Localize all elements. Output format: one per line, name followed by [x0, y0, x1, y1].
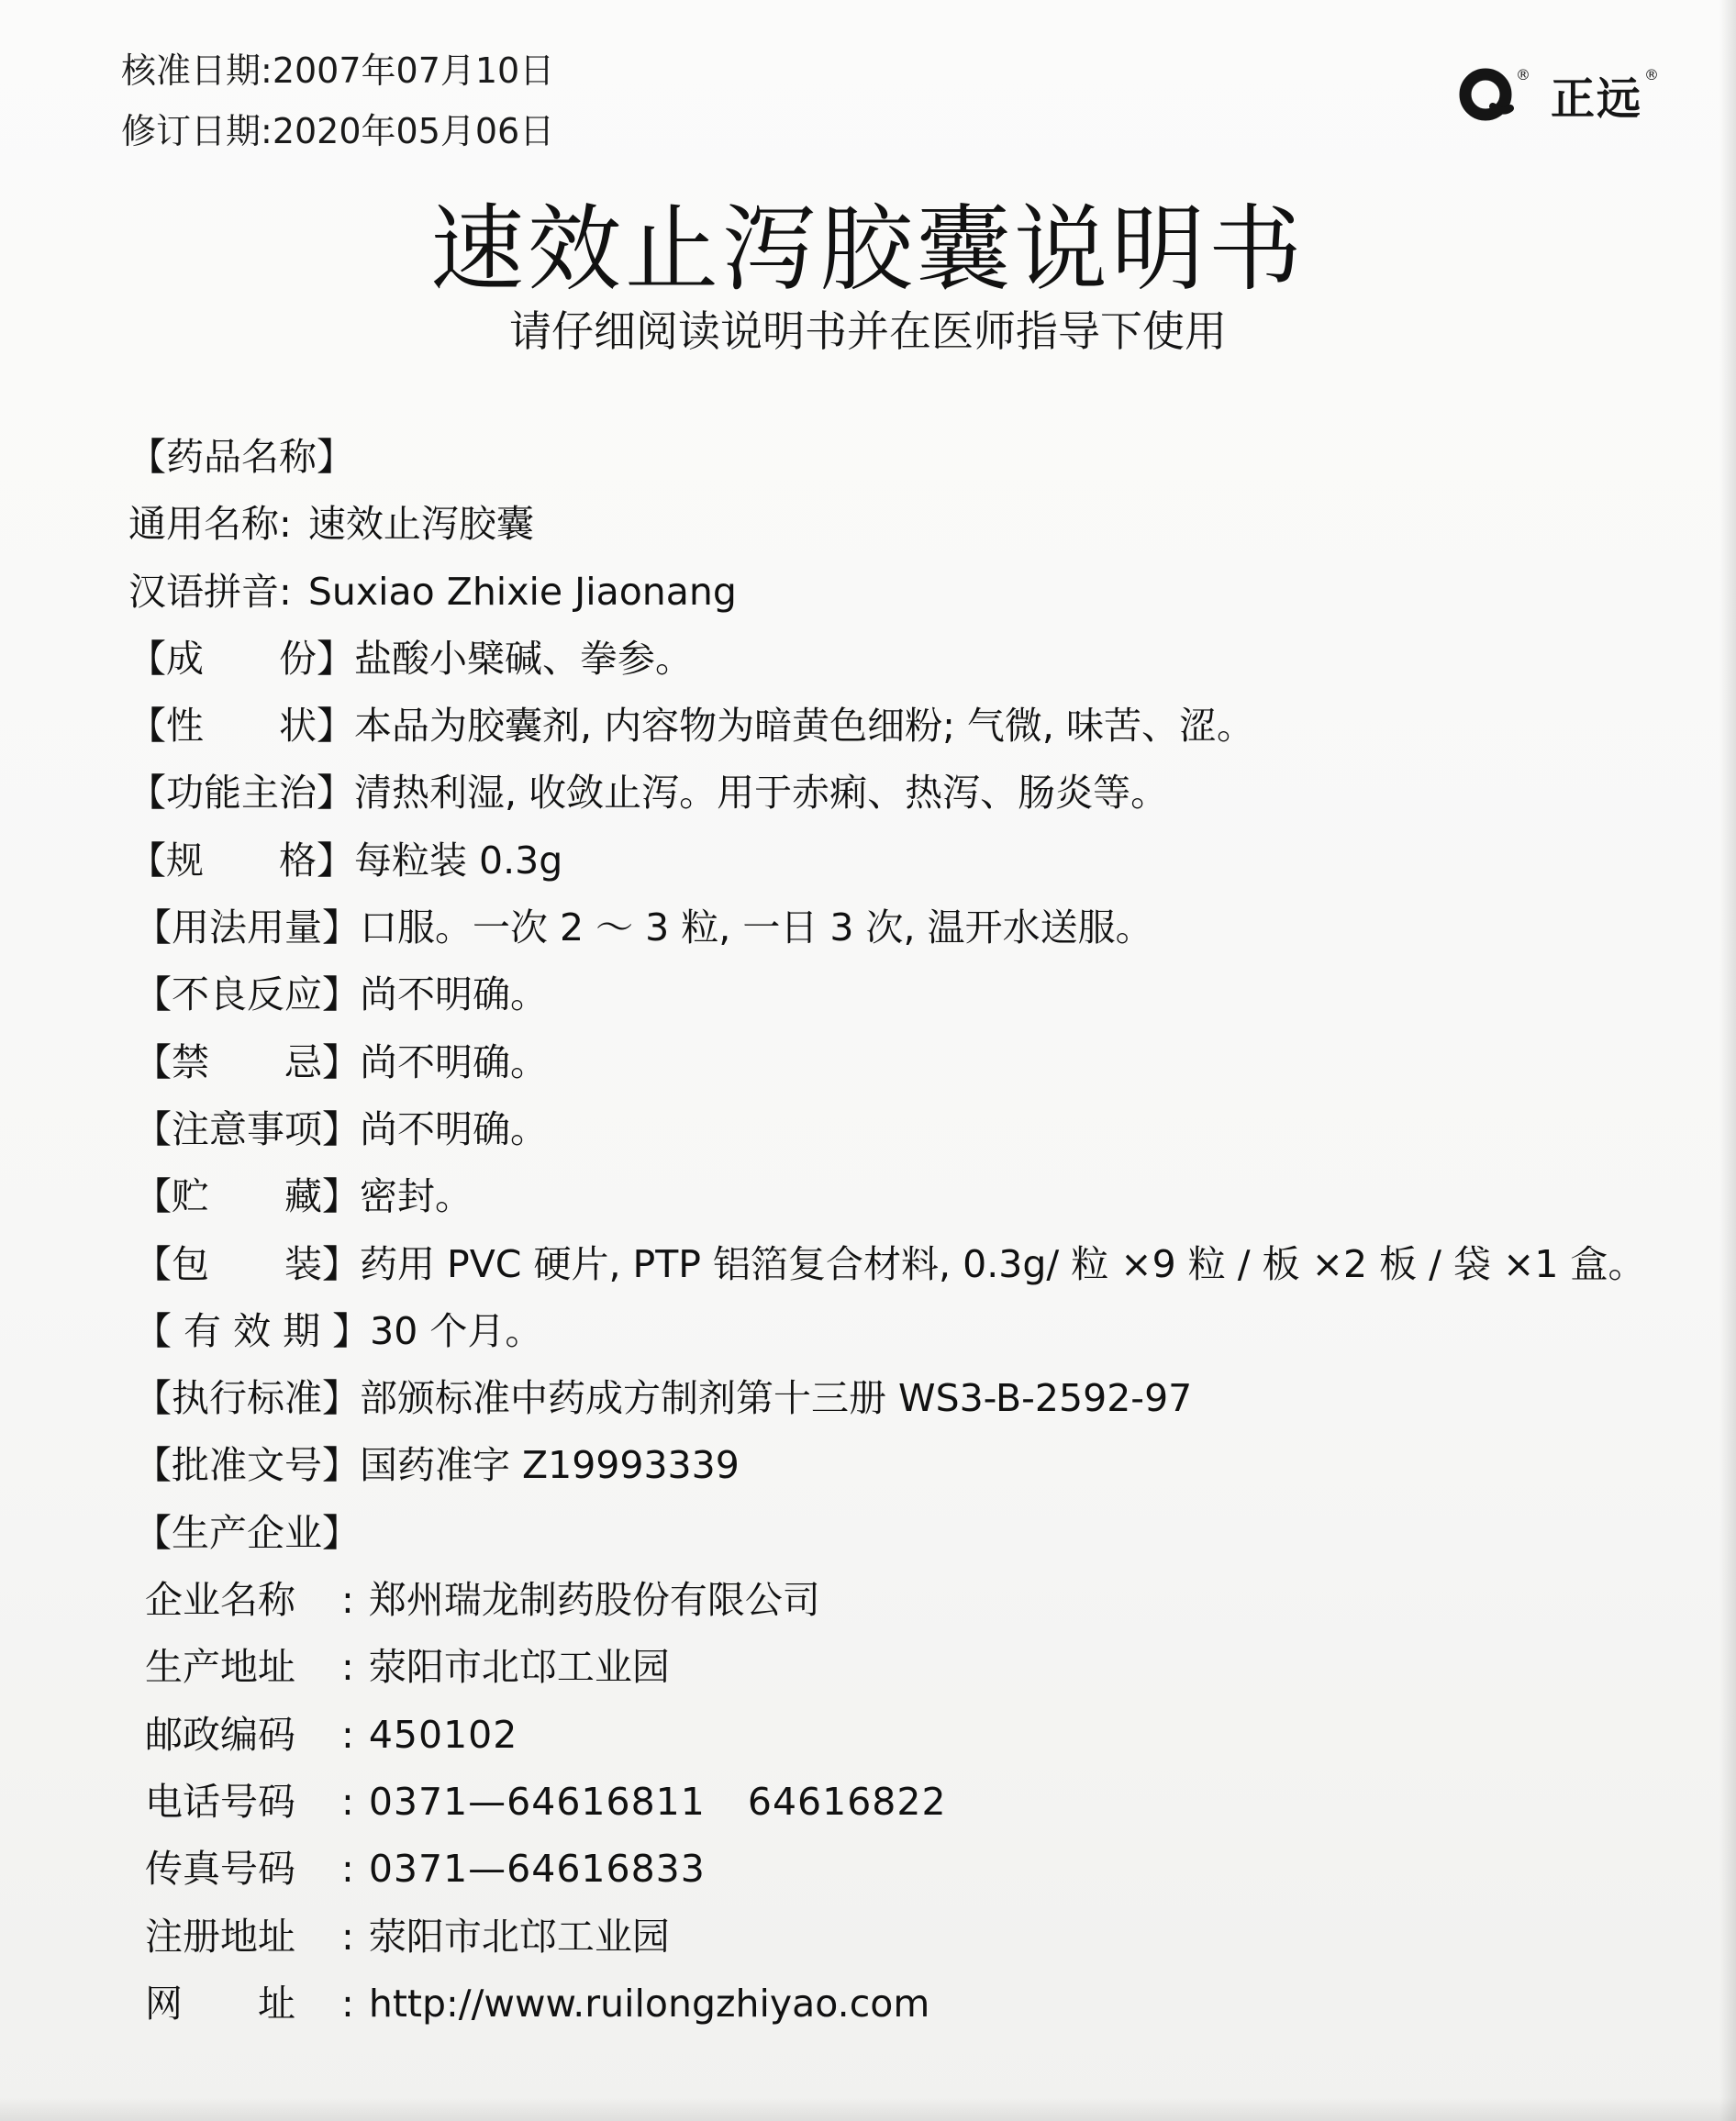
paper-bottom-shadow — [0, 2097, 1736, 2121]
standard-label: 【执行标准】 — [134, 1376, 360, 1421]
pinyin-name-value: Suxiao Zhixie Jiaonang — [307, 569, 737, 614]
indications-label: 【功能主治】 — [128, 771, 354, 816]
brand-name-reg: ® — [1644, 65, 1660, 83]
brand-mark-reg: ® — [1516, 65, 1530, 83]
storage-row — [128, 1163, 1707, 1230]
indications-value: 清热利湿, 收敛止泻。用于赤痢、热泻、肠炎等。 — [354, 771, 1169, 816]
brand-name: 正远 — [1551, 72, 1643, 125]
storage-value: 密封。 — [360, 1174, 473, 1219]
package-value: 药用 PVC 硬片, PTP 铝箔复合材料, 0.3g/ 粒 ×9 粒 / 板 ×2 板 / 袋 ×1 盒。 — [360, 1241, 1646, 1286]
specification-row — [128, 827, 1707, 894]
adverse-reactions-value: 尚不明确。 — [360, 972, 548, 1017]
specification-label: 【规 格】 — [128, 838, 354, 883]
ingredients-row — [128, 626, 1707, 693]
revision-date — [121, 101, 554, 161]
document-subtitle: 请仔细阅读说明书并在医师指导下使用 — [509, 306, 1227, 356]
phone-value-primary: 0371—64616811 — [368, 1779, 706, 1824]
precautions-label: 【注意事项】 — [134, 1106, 360, 1151]
contraindications-row — [128, 1029, 1707, 1096]
storage-label: 【贮 藏】 — [134, 1174, 360, 1219]
validity-label: 【 有 效 期 】 — [134, 1308, 371, 1353]
fax-value: 0371—64616833 — [368, 1847, 706, 1892]
fax-colon: : — [341, 1847, 354, 1892]
document-title: 速效止泻胶囊说明书 — [430, 195, 1306, 305]
manufacturer-heading: 【生产企业】 — [134, 1510, 360, 1555]
phone-label: 电话号码 — [145, 1779, 295, 1824]
dosage-value: 口服。一次 2 ～ 3 粒, 一日 3 次, 温开水送服。 — [360, 905, 1153, 950]
revision-date-label: 修订日期: — [121, 111, 273, 151]
package-row — [128, 1231, 1707, 1298]
postcode-colon: : — [341, 1712, 354, 1757]
validity-row — [128, 1298, 1707, 1365]
production-address-colon: : — [341, 1645, 354, 1690]
generic-name-value: 速效止泻胶囊 — [307, 502, 534, 547]
postcode-value: 450102 — [368, 1712, 518, 1757]
specification-value: 每粒装 0.3g — [354, 838, 563, 883]
precautions-value: 尚不明确。 — [360, 1106, 548, 1151]
company-row — [128, 1567, 1707, 1634]
postcode-row — [128, 1702, 1707, 1769]
production-address-label: 生产地址 — [145, 1645, 295, 1690]
description-value: 本品为胶囊剂, 内容物为暗黄色细粉; 气微, 味苦、涩。 — [354, 704, 1254, 749]
phone-colon: : — [341, 1779, 354, 1824]
postcode-label: 邮政编码 — [145, 1712, 295, 1757]
section-manufacturer — [128, 1500, 1707, 1567]
standard-row — [128, 1365, 1707, 1432]
approval-date-label: 核准日期: — [121, 50, 273, 91]
company-colon: : — [341, 1578, 354, 1623]
brand-ring-icon — [1457, 66, 1514, 123]
package-label: 【包 装】 — [134, 1241, 360, 1286]
company-label: 企业名称 — [145, 1578, 295, 1623]
company-value: 郑州瑞龙制药股份有限公司 — [368, 1578, 820, 1623]
website-link[interactable]: http://www.ruilongzhiyao.com — [368, 1981, 930, 2026]
website-label: 网 址 — [145, 1981, 295, 2026]
adverse-reactions-label: 【不良反应】 — [134, 972, 360, 1017]
approval-number-value: 国药准字 Z19993339 — [360, 1443, 740, 1488]
production-address-value: 荥阳市北邙工业园 — [368, 1645, 670, 1690]
validity-value: 30 个月。 — [370, 1308, 543, 1353]
generic-name-row — [128, 491, 1707, 558]
contraindications-value: 尚不明确。 — [360, 1039, 548, 1084]
description-label: 【性 状】 — [128, 704, 354, 749]
approval-date — [121, 40, 554, 101]
registered-address-row — [128, 1904, 1707, 1971]
phone-row — [128, 1769, 1707, 1836]
standard-value: 部颁标准中药成方制剂第十三册 WS3-B-2592-97 — [360, 1376, 1193, 1421]
website-colon: : — [341, 1981, 354, 2026]
precautions-row — [128, 1096, 1707, 1163]
paper-edge-shadow — [1719, 0, 1736, 2121]
fax-label: 传真号码 — [145, 1847, 295, 1892]
dosage-label: 【用法用量】 — [134, 905, 360, 950]
approval-date-value: 2007年07月10日 — [272, 50, 555, 91]
registered-address-label: 注册地址 — [145, 1914, 295, 1959]
phone-value-secondary: 64616822 — [747, 1779, 947, 1824]
dosage-row — [128, 894, 1707, 961]
contraindications-label: 【禁 忌】 — [134, 1039, 360, 1084]
registered-address-colon: : — [341, 1914, 354, 1959]
insert-content — [128, 424, 1707, 2038]
approval-number-row — [128, 1432, 1707, 1499]
fax-row — [128, 1836, 1707, 1903]
ingredients-label: 【成 份】 — [128, 636, 354, 681]
revision-date-value: 2020年05月06日 — [272, 111, 555, 151]
approval-number-label: 【批准文号】 — [134, 1443, 360, 1488]
indications-row — [128, 760, 1707, 827]
drug-name-heading: 【药品名称】 — [128, 435, 354, 479]
pinyin-name-label: 汉语拼音: — [128, 569, 292, 614]
registered-address-value: 荥阳市北邙工业园 — [368, 1914, 670, 1959]
date-block — [121, 40, 554, 161]
ingredients-value: 盐酸小檗碱、拳参。 — [354, 636, 693, 681]
pinyin-name-row — [128, 559, 1707, 626]
production-address-row — [128, 1634, 1707, 1701]
section-drug-name — [128, 424, 1707, 491]
brand-logo — [1457, 53, 1659, 136]
website-row — [128, 1971, 1707, 2038]
adverse-reactions-row — [128, 961, 1707, 1028]
generic-name-label: 通用名称: — [128, 502, 292, 547]
description-row — [128, 693, 1707, 760]
